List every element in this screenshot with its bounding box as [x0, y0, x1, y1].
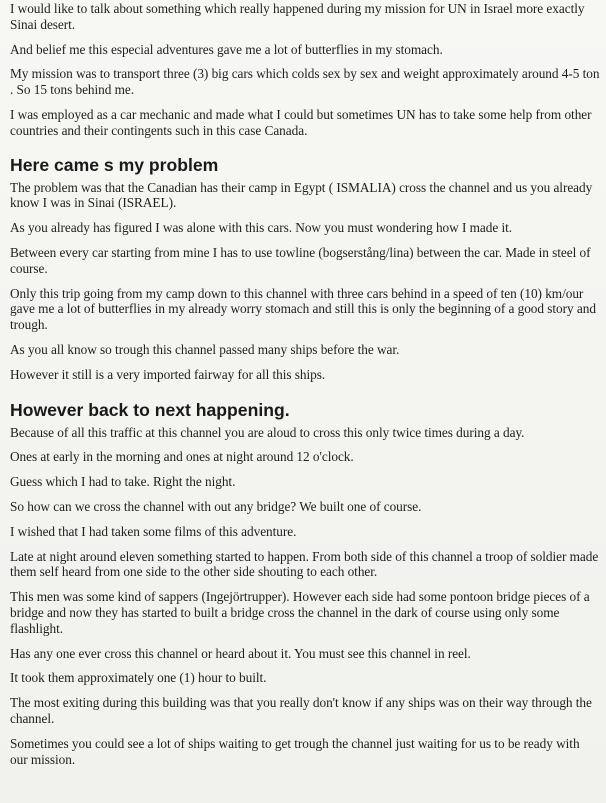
paragraph: The most exiting during this building was that you really don't know if any ships was on their way through the channel.	[10, 695, 592, 726]
paragraph: As you already has figured I was alone with this cars. Now you must wondering how I made it.	[10, 220, 513, 236]
paragraph: So how can we cross the channel with out any bridge? We built one of course.	[10, 498, 422, 514]
paragraph: And belief me this especial adventures gave me a lot of butterflies in my stomach.	[10, 41, 443, 57]
paragraph: However it still is a very imported fairway for all this ships.	[10, 366, 326, 382]
paragraph: Because of all this traffic at this channel you are aloud to cross this only twice times during a day.	[10, 424, 525, 440]
paragraph: Only this trip going from my camp down to this channel with three cars behind in a speed of ten (10) km/our gave me a lot of butterflies in my already worry stomach and still this is only the beginning of a good story and trough.	[10, 285, 596, 333]
paragraph: As you all know so trough this channel passed many ships before the war.	[10, 341, 400, 357]
paragraph: Sometimes you could see a lot of ships waiting to get trough the channel just waiting for us to be ready with our mission.	[10, 735, 580, 767]
paragraph: I was employed as a car mechanic and made what I could but sometimes UN has to take some help from other countries and their contingents such in this case Canada.	[10, 106, 592, 138]
paragraph: Ones at early in the morning and ones at night around 12 o'clock.	[10, 449, 354, 465]
paragraph: I wished that I had taken some films of this adventure.	[10, 523, 297, 539]
section-heading: Here came s my problem	[10, 154, 219, 175]
paragraph: It took them approximately one (1) hour to built.	[10, 670, 267, 686]
intro-section	[10, 1, 600, 139]
section-heading: However back to next happening.	[10, 399, 290, 420]
paragraph: Guess which I had to take. Right the night.	[10, 474, 236, 490]
paragraph: Between every car starting from mine I has to use towline (bogserstång/lina) between the car. Made in steel of course.	[10, 244, 591, 276]
paragraph: My mission was to transport three (3) big cars which colds sex by sex and weight approximately around 4-5 ton . So 15 tons behind me.	[10, 66, 600, 98]
paragraph: Has any one ever cross this channel or heard about it. You must see this channel in reel.	[10, 645, 471, 661]
paragraph: This men was some kind of sappers (Ingejörtrupper). However each side had some pontoon bridge pieces of a bridge and now they has started to built a bridge cross the channel in the dark of course using only some flashlight.	[10, 589, 590, 636]
paragraph: The problem was that the Canadian has their camp in Egypt ( ISMALIA) cross the channel and us you already know I was in Sinai (ISRAEL).	[10, 179, 593, 211]
section-next-happening	[10, 400, 600, 768]
paragraph: Late at night around eleven something started to happen. From both side of this channel a troop of soldier made them self heard from one side to the other side shouting to each other.	[10, 548, 599, 580]
paragraph: I would like to talk about something which really happened during my mission for UN in Israel more exactly Sinai desert.	[10, 1, 585, 32]
section-problem	[10, 155, 600, 383]
